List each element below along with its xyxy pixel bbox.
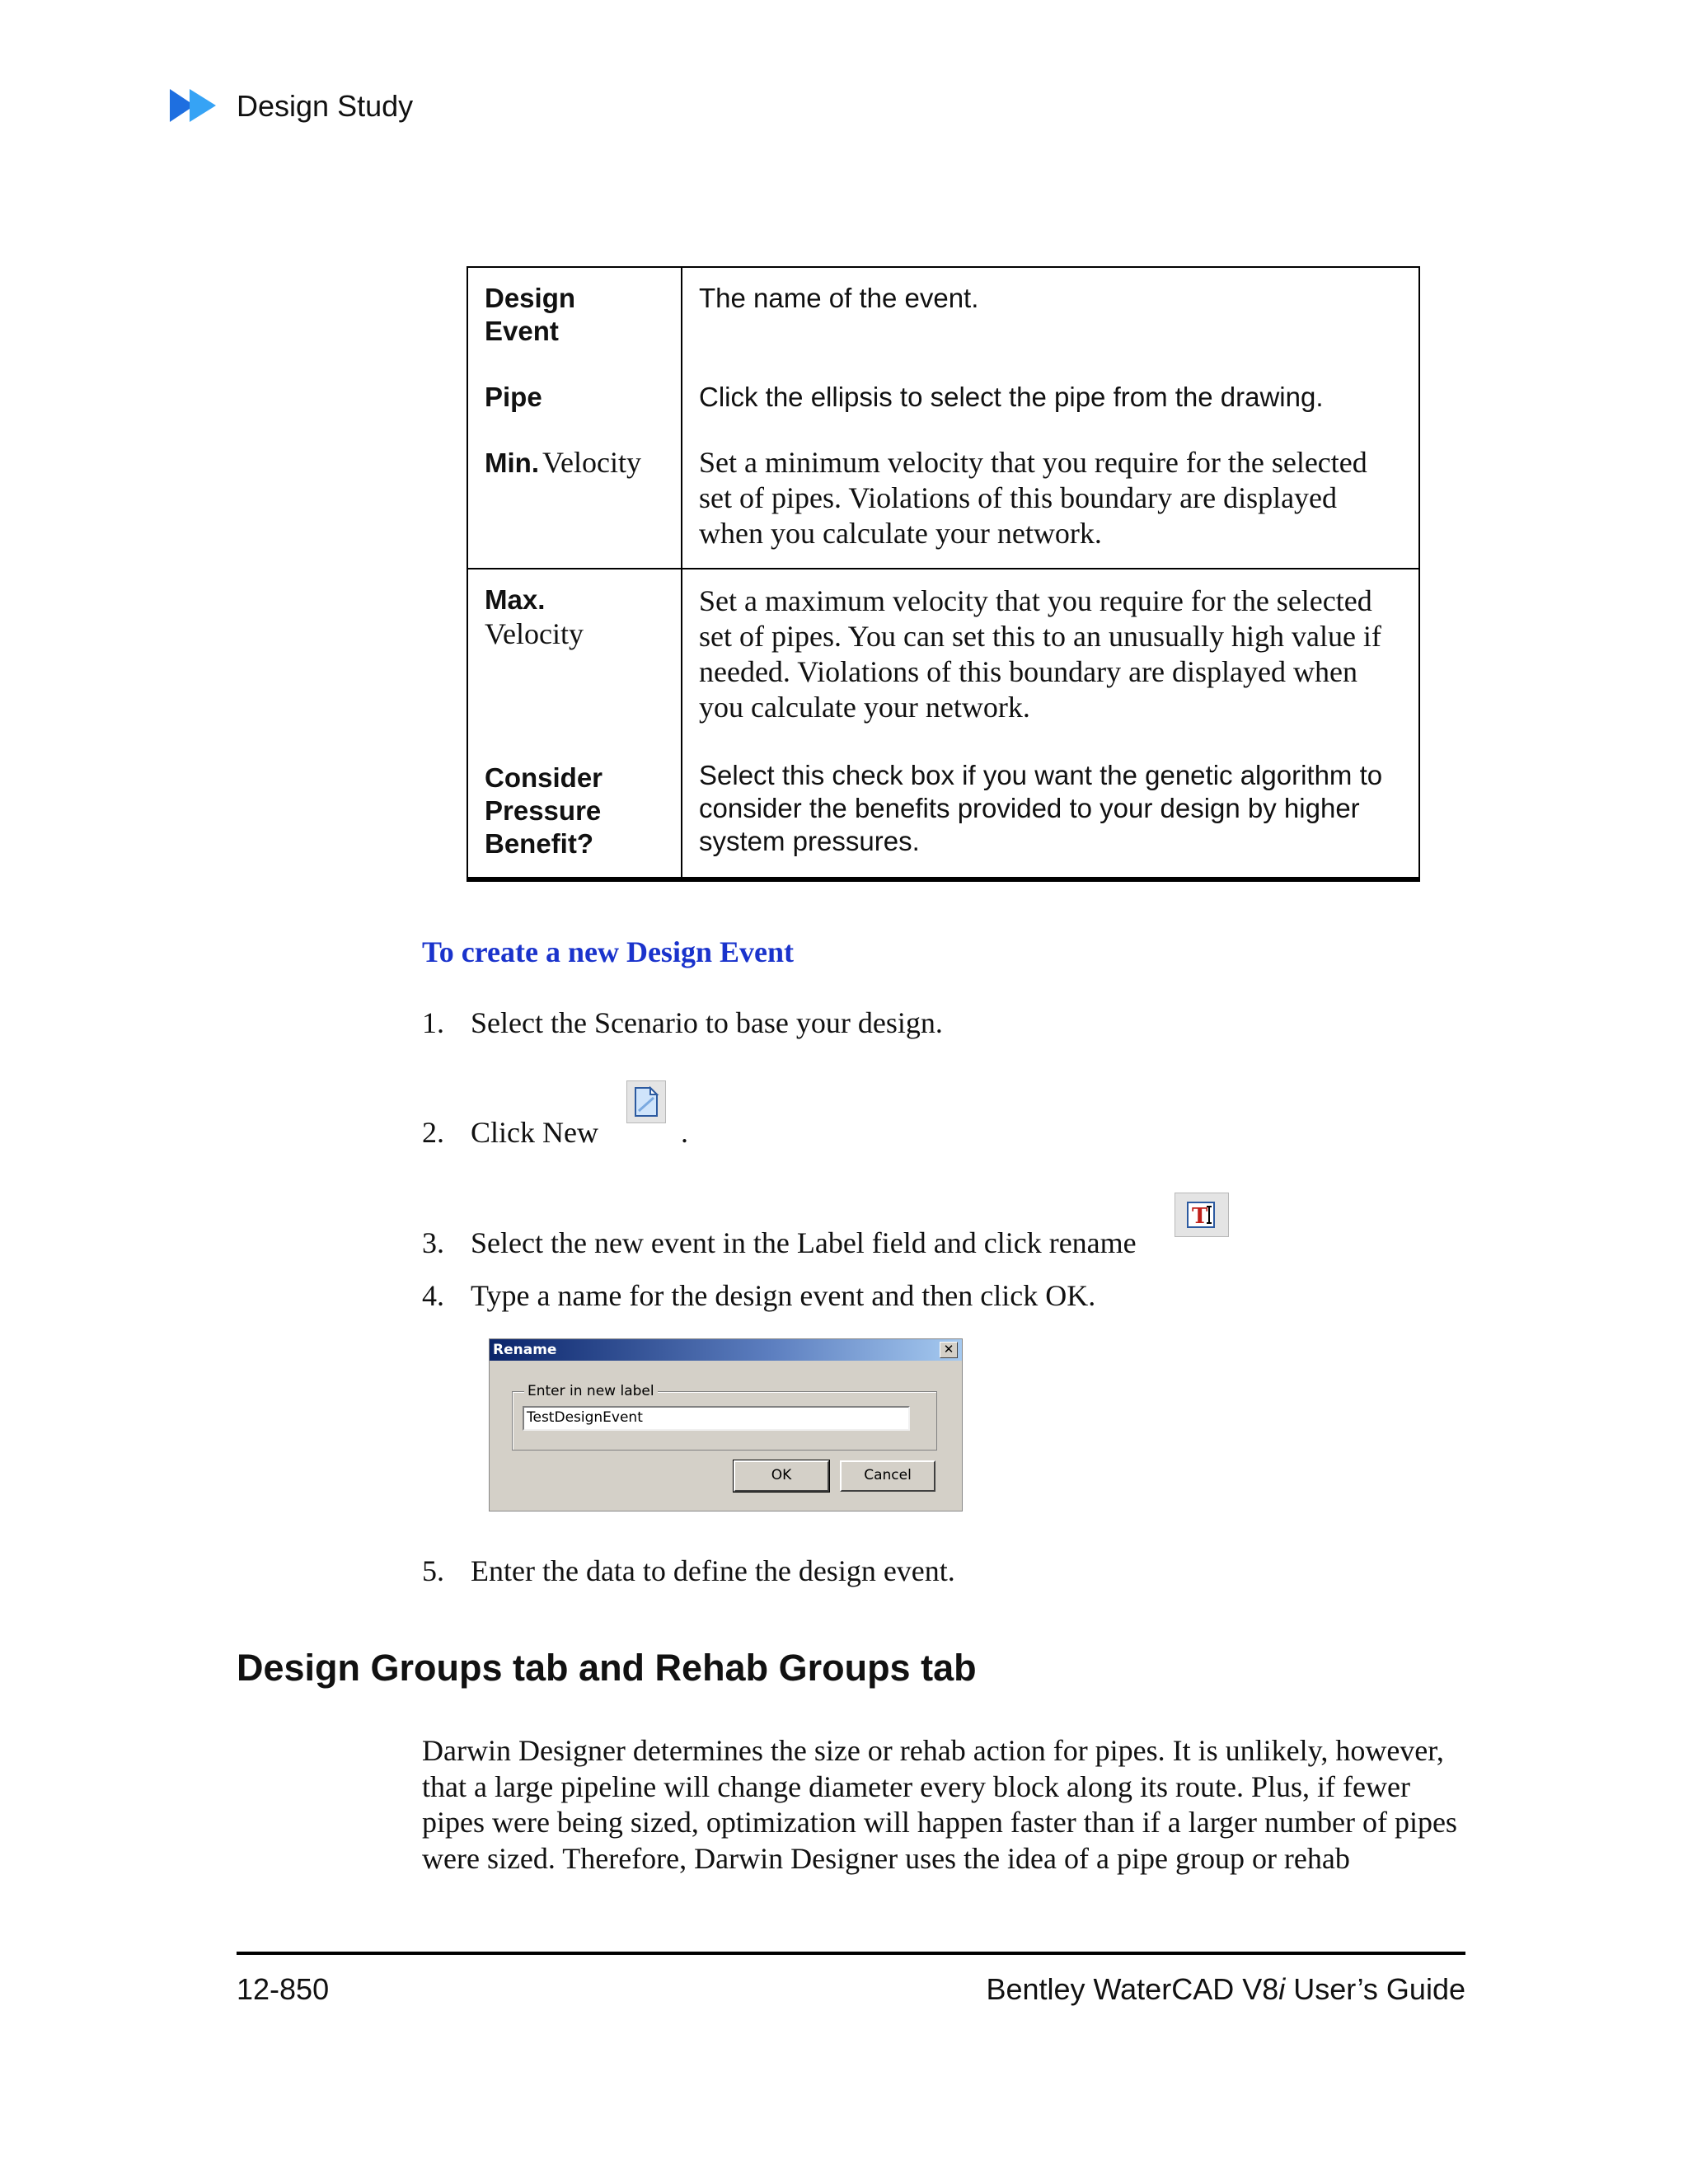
term-min-velocity-bold: Min. [485, 448, 539, 478]
table-term-cell [467, 569, 682, 879]
footer-page-number: 12-850 [237, 1972, 330, 2006]
step-suffix: . [681, 1116, 688, 1149]
new-document-icon [632, 1086, 660, 1118]
footer-guide-title [986, 1972, 1465, 2007]
footer-divider [237, 1952, 1465, 1955]
term-max-velocity-bold: Max. [485, 584, 546, 615]
parameter-table [467, 266, 1420, 882]
step-text: Select the Scenario to base your design. [471, 1006, 943, 1039]
table-row [467, 267, 1419, 569]
step-text: Click New [471, 1116, 598, 1149]
table-term-cell [467, 267, 682, 569]
footer-guide-prefix: Bentley WaterCAD V8 [986, 1972, 1279, 2006]
cancel-button[interactable]: Cancel [840, 1460, 935, 1492]
dialog-titlebar [490, 1339, 962, 1361]
desc-pipe: Click the ellipsis to select the pipe from the drawing. [699, 382, 1324, 412]
term-consider-pressure: Consider Pressure Benefit? [485, 762, 603, 859]
dialog-groupbox [512, 1383, 937, 1451]
procedure-step [422, 1005, 1493, 1043]
new-button[interactable] [626, 1080, 666, 1123]
svg-text:T: T [1192, 1204, 1208, 1229]
desc-min-velocity: Set a minimum velocity that you require for the selected set of pipes. Violations of this boundary are displayed when you calculate your network. [699, 446, 1367, 550]
procedure-step [422, 1554, 1493, 1591]
close-icon[interactable]: ✕ [940, 1342, 958, 1358]
step-text: Select the new event in the Label field and click rename [471, 1226, 1137, 1259]
step-text: Enter the data to define the design event. [471, 1554, 955, 1587]
step-number: 5. [422, 1554, 444, 1587]
footer-guide-italic: i [1278, 1972, 1286, 2006]
step-number: 3. [422, 1226, 444, 1259]
procedure-step [422, 1278, 1493, 1315]
term-design-event: Design Event [485, 283, 576, 346]
term-min-velocity-rest: Velocity [542, 446, 641, 479]
desc-consider-pressure: Select this check box if you want the genetic algorithm to consider the benefits provided to your design by higher system pressures. [699, 760, 1383, 856]
procedure-step [422, 1115, 1493, 1152]
section-heading: Design Groups tab and Rehab Groups tab [237, 1647, 977, 1689]
table-desc-cell [682, 267, 1419, 569]
step-text: Type a name for the design event and then click OK. [471, 1279, 1096, 1312]
rename-dialog [489, 1338, 963, 1511]
section-body-paragraph: Darwin Designer determines the size or rehab action for pipes. It is unlikely, however, that a large pipeline will change diameter every block along its route. Plus, if fewer pipes were being sized, optimization will happen faster than if a larger number of pipes were sized. Therefore, Darwin Designer uses the idea of a pipe group or rehab [422, 1734, 1457, 1875]
step-number: 1. [422, 1006, 444, 1039]
rename-button[interactable] [1175, 1193, 1229, 1237]
double-chevron-right-icon [170, 87, 221, 124]
procedure-heading: To create a new Design Event [422, 935, 794, 968]
rename-icon [1185, 1200, 1218, 1230]
ok-button[interactable]: OK [734, 1460, 829, 1492]
new-label-input[interactable]: TestDesignEvent [523, 1406, 910, 1431]
table-row [467, 569, 1419, 879]
term-min-velocity [485, 445, 681, 480]
footer-guide-suffix: User’s Guide [1285, 1972, 1465, 2006]
step-number: 2. [422, 1116, 444, 1149]
procedure-step [422, 1226, 1493, 1263]
desc-design-event: The name of the event. [699, 283, 979, 313]
desc-max-velocity: Set a maximum velocity that you require for the selected set of pipes. You can set this to an unusually high value if needed. Violations of this boundary are displayed when you calculate your network. [699, 584, 1381, 724]
header-section-title: Design Study [237, 89, 414, 123]
term-max-velocity-rest: Velocity [485, 617, 584, 650]
table-desc-cell [682, 569, 1419, 879]
term-pipe: Pipe [485, 382, 542, 412]
dialog-group-label: Enter in new label [524, 1383, 658, 1399]
step-number: 4. [422, 1279, 444, 1312]
dialog-title: Rename [493, 1342, 557, 1358]
